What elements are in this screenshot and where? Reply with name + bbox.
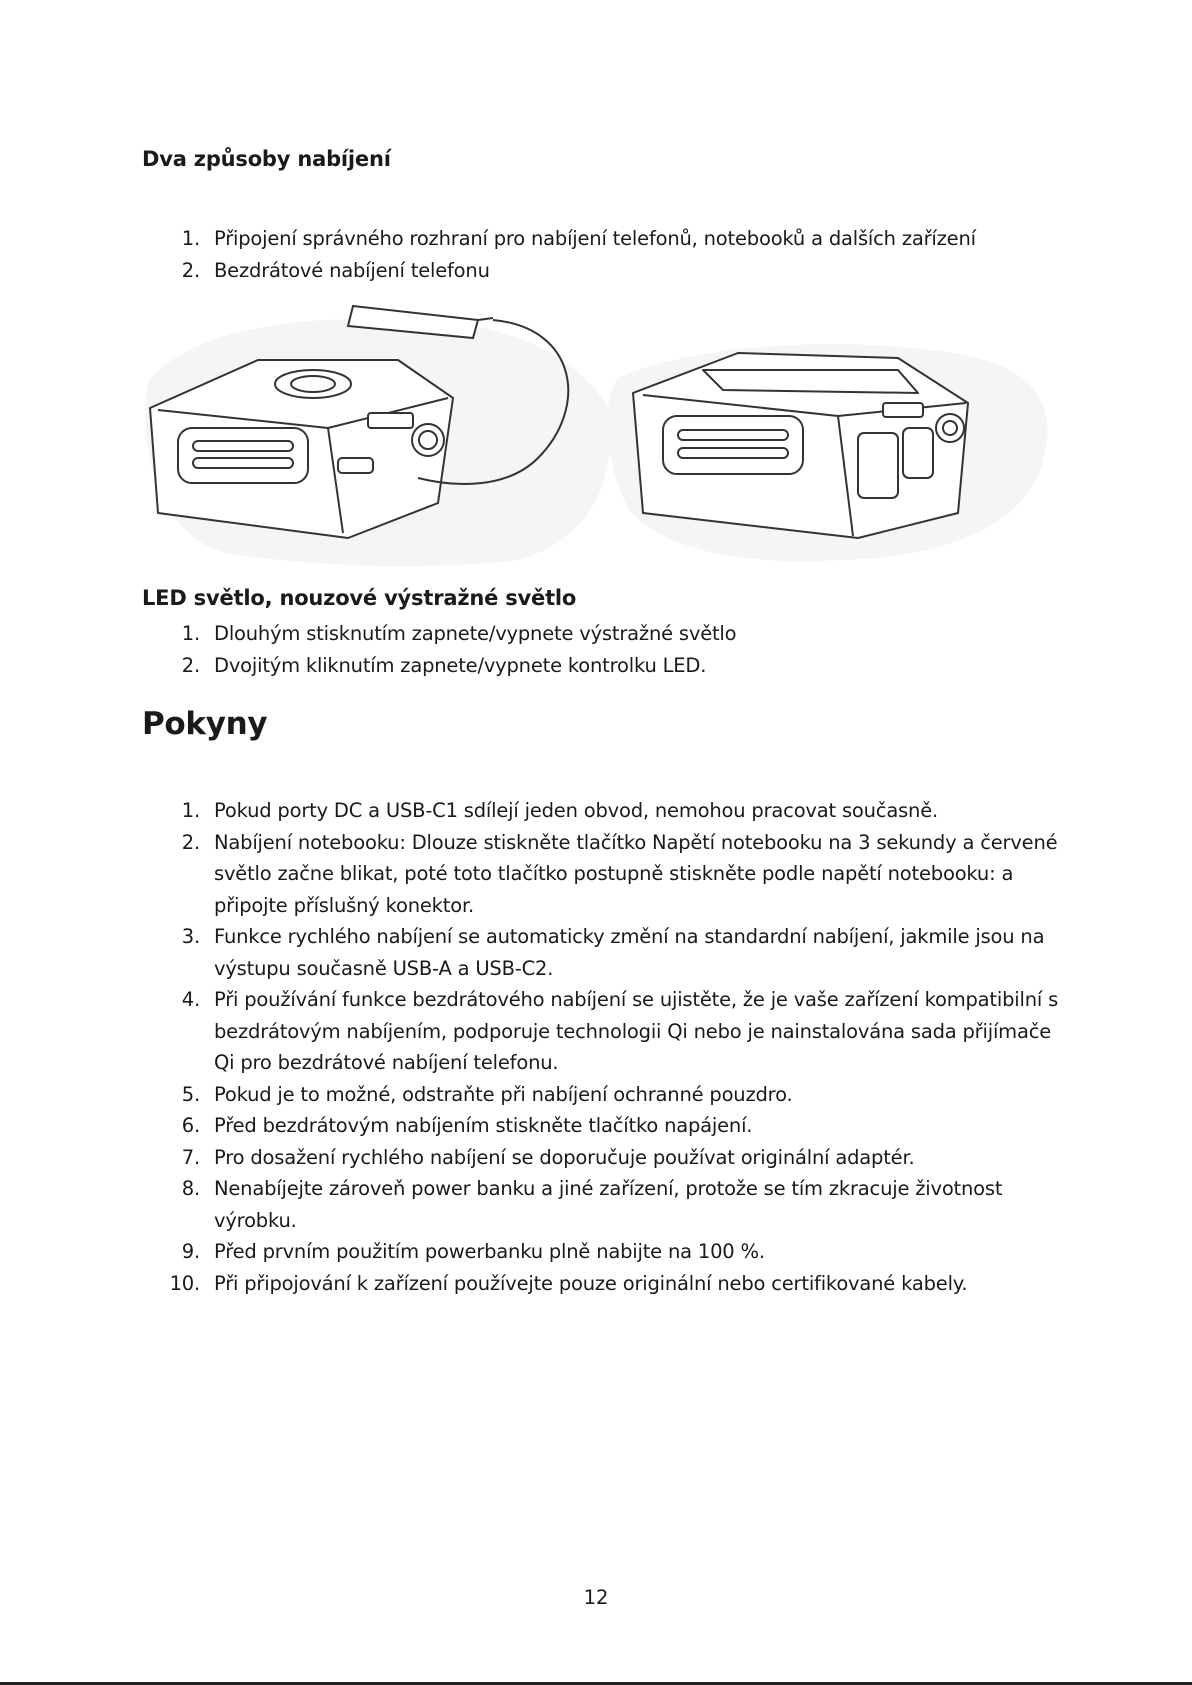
led-light-list: [142, 618, 1062, 681]
list-item: 1. Připojení správného rozhraní pro nabíjení telefonů, notebooků a dalších zařízení: [181, 227, 976, 250]
page-number: 12: [583, 1586, 609, 1609]
heading-charging-methods: Dva způsoby nabíjení: [142, 147, 391, 171]
list-item: 8. Nenabíjejte zároveň power banku a jiné zařízení, protože se tím zkracuje životnost výrobku.: [181, 1177, 1003, 1232]
list-item: 2. Nabíjení notebooku: Dlouze stiskněte tlačítko Napětí notebooku na 3 sekundy a červené světlo začne blikat, poté toto tlačítko postupně stiskněte podle napětí notebooku: a připojte příslušný konektor.: [181, 830, 1058, 917]
list-item: 1. Pokud porty DC a USB-C1 sdílejí jeden obvod, nemohou pracovat současně.: [181, 799, 938, 822]
heading-instructions: Pokyny: [142, 706, 268, 742]
power-bank-illustration: [138, 298, 1056, 568]
list-item: 3. Funkce rychlého nabíjení se automaticky změní na standardní nabíjení, jakmile jsou na výstupu současně USB-A a USB-C2.: [181, 925, 1045, 980]
charging-methods-list: [142, 223, 1062, 286]
list-item: 10. Při připojování k zařízení používejte pouze originální nebo certifikované kabely.: [169, 1271, 968, 1295]
list-item: 4. Při používání funkce bezdrátového nabíjení se ujistěte, že je vaše zařízení kompatibilní s bezdrátovým nabíjením, podporuje technologii Qi nebo je nainstalována sada přijímače Qi pro bezdrátové nabíjení telefonu.: [181, 988, 1059, 1074]
list-item: 2. Dvojitým kliknutím zapnete/vypnete kontrolku LED.: [181, 653, 707, 677]
list-item: 2. Bezdrátové nabíjení telefonu: [181, 258, 490, 282]
list-item: 7. Pro dosažení rychlého nabíjení se doporučuje používat originální adaptér.: [181, 1145, 915, 1169]
list-item: 1. Dlouhým stisknutím zapnete/vypnete výstražné světlo: [181, 622, 737, 645]
heading-led-light: LED světlo, nouzové výstražné světlo: [142, 586, 577, 610]
list-item: 6. Před bezdrátovým nabíjením stiskněte tlačítko napájení.: [181, 1114, 753, 1137]
list-item: 5. Pokud je to možné, odstraňte při nabíjení ochranné pouzdro.: [181, 1082, 793, 1106]
list-item: 9. Před prvním použitím powerbanku plně nabijte na 100 %.: [181, 1240, 765, 1263]
instructions-list: [142, 795, 1062, 1299]
